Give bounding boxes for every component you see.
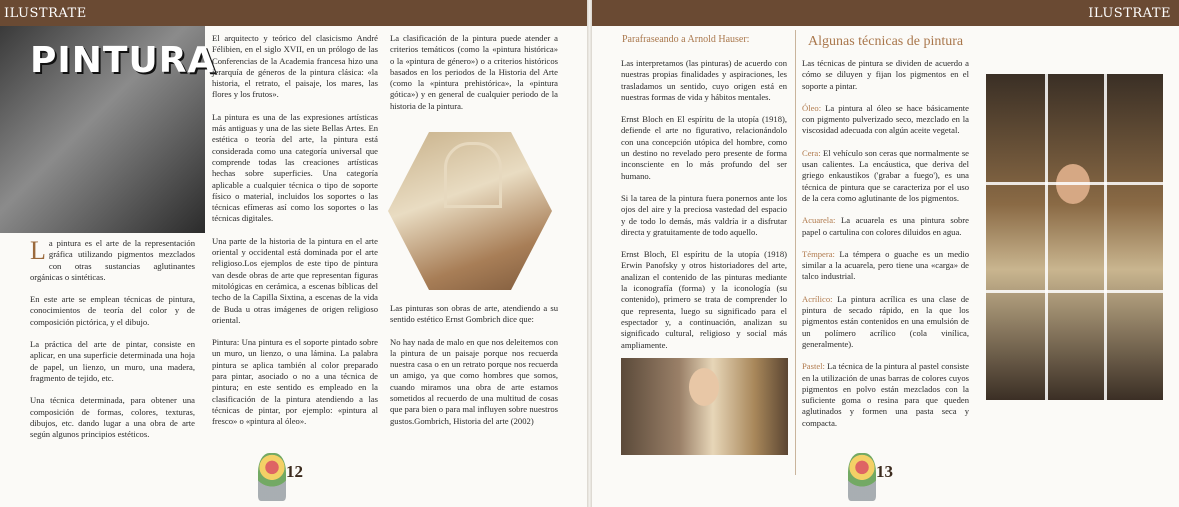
painted-hand-logo-icon [258, 453, 286, 501]
technique-term: Témpera: [802, 248, 835, 259]
col2-paragraph: Pintura: Una pintura es el soporte pintado sobre un muro, un lienzo, o una lámina. La palabra pintura se aplica también al color preparado para pintar, asociado o no a una técnica de pintura; en este sentido es empleado en la clasificación de la pintura atendiendo a las técnicas de pintar, por ejemplo: «pintura al fresco» o «pintura al óleo». [212, 337, 378, 427]
photo-grid-line [986, 290, 1163, 293]
intro-paragraph [30, 238, 195, 451]
left-page [0, 0, 587, 507]
page-number-left: 12 [286, 462, 303, 481]
technique-term: Pastel: [802, 361, 825, 372]
technique-pastel [802, 361, 969, 429]
techniques-column [802, 58, 969, 440]
technique-term: Óleo: [802, 102, 822, 113]
techniques-intro: Las técnicas de pintura se dividen de acuerdo a cómo se diluyen y fijan los pigmentos en el soporte a pintar. [802, 58, 969, 91]
col1-paragraph: Una técnica determinada, para obtener una composición de formas, colores, texturas, dibujos, etc. dando lugar a una obra de arte según algunos principios estéticos. [30, 395, 195, 440]
technique-text: La pintura al óleo se hace básicamente con pigmento pulverizado seco, mezclado en la viscosidad adecuada con algún aceite vegetal. [802, 102, 969, 136]
technique-term: Cera: [802, 147, 821, 158]
dropcap: L [30, 236, 46, 265]
school-of-athens-hexagon-image [388, 132, 552, 290]
technique-text: La pintura acrílica es una clase de pintura de secado rápido, en la que los pigmentos están contenidos en una emulsión de un polímero acrílico (cola vinílica, generalmente). [802, 293, 969, 349]
col1-paragraph: La práctica del arte de pintar, consiste en aplicar, en una superficie determinada una hoja de papel, un lienzo, un muro, una madera, fragmento de tejido, etc. [30, 339, 195, 383]
photo-grid-line [1045, 74, 1048, 400]
right-col1-paragraph: Ernst Bloch, El espíritu de la utopía (1918) Erwin Panofsky y otros historiadores del arte, analizan el contenido de las pinturas mediante la iconografía (forma) y la iconología (su contenido), primero se trata de comprender lo que representa, luego su significado para el espectador y, a continuación, analizan su significado cultural, religioso y social más ampliamente. [621, 249, 787, 350]
left-column-3-bottom [390, 303, 558, 438]
col2-paragraph: La pintura es una de las expresiones artísticas más antiguas y una de las siete Bellas Artes. En estética o teoría del arte, la pintura está considerada como una categoría universal que comprende todas las creaciones artísticas hechas sobre superficies. Una categoría aplicable a cualquier técnica o tipo de soporte físico o material, incluidos los soportes o las técnicas efímeras así como los soportes o las técnicas digitales. [212, 111, 378, 224]
techniques-heading: Algunas técnicas de pintura [808, 34, 964, 49]
page-number-right: 13 [876, 462, 893, 481]
technique-acrilico [802, 294, 969, 350]
photo-grid-line [986, 182, 1163, 185]
left-column-2 [212, 33, 378, 439]
right-column-1 [621, 58, 787, 362]
painted-hand-logo-icon [848, 453, 876, 501]
col3-paragraph: Las pinturas son obras de arte, atendiendo a su sentido estético Ernst Gombrich dice que: [390, 303, 558, 325]
header-bar-left [0, 0, 587, 26]
col2-paragraph: Una parte de la historia de la pintura en el arte oriental y occidental está dominada por el arte religioso.Los ejemplos de este tipo de pintura van desde obras de arte que representan figuras mitológicas en cerámica, a escenas bíblicas del techo de la Capilla Sixtina, a escenas de la vida de Buda u otras imágenes de origen religioso oriental. [212, 235, 378, 325]
technique-tempera [802, 249, 969, 283]
technique-term: Acuarela: [802, 215, 836, 226]
woman-painting-photo [621, 358, 788, 455]
gombrich-quote: No hay nada de malo en que nos deleitemos con la pintura de un paisaje porque nos recuerda nuestra casa o en un retrato porque nos recuerda un amigo, ya que como hombres que somos, cuando miramos una obra de arte estamos sometidos al recuerdo de una multitud de cosas que para bien o para mal influyen sobre nuestros gustos.Gombrich, Historia del arte (2002) [390, 336, 558, 426]
brand-right: ILUSTRATE [1088, 6, 1171, 21]
hauser-subhead: Parafraseando a Arnold Hauser: [622, 34, 750, 45]
right-col1-paragraph: Las interpretamos (las pinturas) de acuerdo con nuestras propias finalidades y aspiraciones, les trasladamos un sentido, cuyo origen está en nuestras formas de vida y hábitos mentales. [621, 58, 787, 102]
technique-text: La acuarela es una pintura sobre papel o cartulina con colores diluidos en agua. [802, 215, 969, 237]
technique-oleo [802, 103, 969, 137]
page-title: PINTURA [30, 40, 217, 81]
brand-left: ILUSTRATE [4, 6, 87, 21]
col3-paragraph: La clasificación de la pintura puede atender a criterios temáticos (como la «pintura histórica» o la «pintura de género») o a criterios históricos basados en los periodos de la Historia del Arte (como la «pintura prehistórica», la «pintura gótica») y en general de cualquier periodo de la historia de la pintura. [390, 33, 558, 111]
technique-text: El vehículo son ceras que normalmente se usan calientes. La encáustica, que deriva del griego enkaustikos ('grabar a fuego'), es una técnica de pintura que se caracteriza por el uso de la cera como aglutinante de los pigmentos. [802, 147, 969, 203]
right-col1-paragraph: Ernst Bloch en El espíritu de la utopía (1918), defiende el arte no figurativo, relacionándolo con una concepción utópica del hombre, como un destino no revelado pero presente de forma inconsciente en lo más profundo del ser humano. [621, 114, 787, 181]
woman-at-easel-photo [986, 74, 1163, 400]
photo-grid-line [1104, 74, 1107, 400]
technique-text: La técnica de la pintura al pastel consiste en la utilización de unas barras de colores cuyos pigmentos en polvo están mezclados con la suficiente goma o resina para que queden aglutinados y formen una pasta seca y compacta. [802, 361, 969, 428]
column-divider [795, 30, 796, 475]
right-col1-paragraph: Si la tarea de la pintura fuera ponernos ante los ojos del aire y la preciosa vastedad del espacio y de todo lo demás, más valdría ir a disfrutar directa y gratuitamente de todo aquello. [621, 192, 787, 237]
technique-text: La témpera o guache es un medio similar a la acuarela, pero tiene una «carga» de talco industrial. [802, 248, 969, 282]
col2-paragraph: El arquitecto y teórico del clasicismo André Félibien, en el siglo XVII, en un prólogo de las Conferencias de la Academia francesa hizo una jerarquía de géneros de la pintura clásica: «la historia, el retrato, el paisaje, los mares, las flores y los frutos». [212, 33, 378, 100]
left-column-3-top [390, 33, 558, 123]
technique-cera [802, 148, 969, 204]
col1-paragraph: En este arte se emplean técnicas de pintura, conocimientos de teoría del color y de composición pictórica, y el dibujo. [30, 294, 195, 327]
header-bar-right [592, 0, 1179, 26]
technique-acuarela [802, 215, 969, 238]
technique-term: Acrílico: [802, 293, 833, 304]
intro-text: a pintura es el arte de la representación gráfica utilizando pigmentos mezclados con otras sustancias aglutinantes orgánicas o sintéticas. [30, 238, 195, 282]
